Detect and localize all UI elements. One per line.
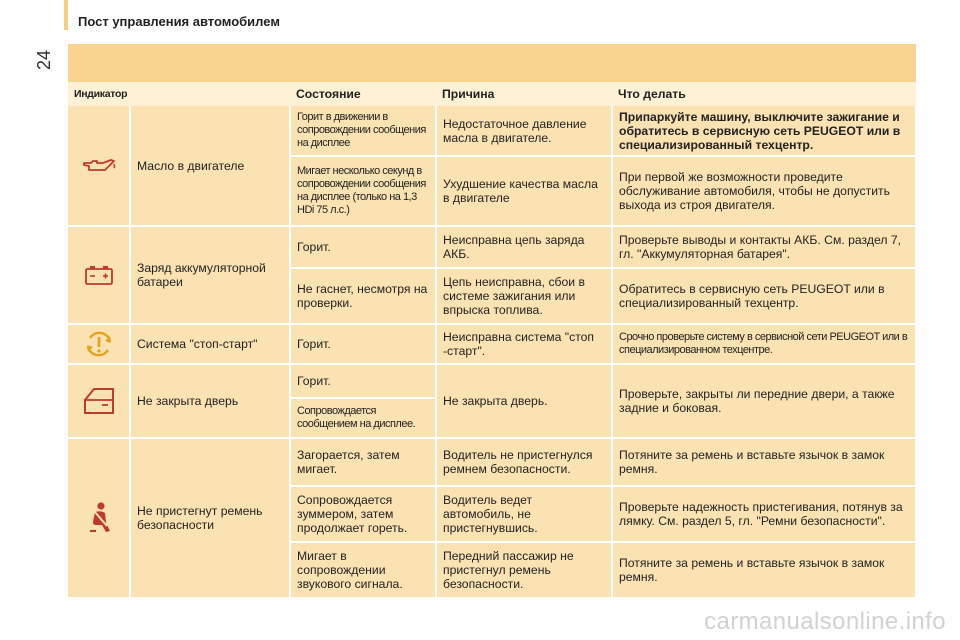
watermark: carmanualsonline.info (704, 608, 946, 635)
indicator-battery: Заряд аккумуляторной батареи (130, 226, 290, 324)
indicator-door: Не закрыта дверь (130, 364, 290, 438)
state-cell: Горит. (290, 324, 436, 364)
battery-icon (84, 264, 114, 286)
indicator-stop-start: Система "стоп-старт" (130, 324, 290, 364)
state-cell: Загорается, затем мигает. (290, 438, 436, 486)
action-cell: Проверьте, закрыты ли передние двери, а также задние и боковая. (612, 364, 916, 438)
action-cell: Потяните за ремень и вставьте язычок в замок ремня. (612, 438, 916, 486)
page-number: 24 (34, 49, 54, 70)
stop-start-icon-cell (68, 324, 130, 364)
header-indicator: Индикатор (68, 82, 290, 106)
door-open-icon (82, 386, 116, 416)
table-row (68, 324, 916, 364)
state-cell: Сопровождается зуммером, затем продолжает гореть. (290, 486, 436, 542)
oil-can-icon (81, 157, 117, 175)
state-cell: Не гаснет, несмотря на проверки. (290, 268, 436, 324)
seatbelt-icon (85, 501, 113, 535)
oil-warning-icon-cell (68, 106, 130, 226)
cause-cell: Водитель не пристегнулся ремнем безопасности. (436, 438, 612, 486)
cause-cell: Цепь неисправна, сбои в системе зажигания или впрыска топлива. (436, 268, 612, 324)
battery-warning-icon-cell (68, 226, 130, 324)
action-cell: Обратитесь в сервисную сеть PEUGEOT или в специализированный техцентр. (612, 268, 916, 324)
header-state: Состояние (290, 82, 436, 106)
table-row (68, 364, 916, 398)
warning-lights-table (68, 44, 916, 599)
cause-cell: Ухудшение качества масла в двигателе (436, 156, 612, 226)
state-cell: Горит. (290, 226, 436, 268)
header-cause: Причина (436, 82, 612, 106)
header-action: Что делать (612, 82, 916, 106)
margin-rule (64, 0, 68, 30)
indicator-oil: Масло в двигателе (130, 106, 290, 226)
state-cell: Горит. (290, 364, 436, 398)
state-cell: Мигает в сопровождении звукового сигнала. (290, 542, 436, 598)
action-cell: При первой же возможности проведите обслуживание автомобиля, чтобы не допустить выхода из строя двигателя. (612, 156, 916, 226)
cause-cell: Неисправна система "стоп -старт". (436, 324, 612, 364)
action-cell: Припаркуйте машину, выключите зажигание и обратитесь в сервисную сеть PEUGEOT или в специализированный техцентр. (612, 106, 916, 156)
cause-cell: Передний пассажир не пристегнул ремень безопасности. (436, 542, 612, 598)
seatbelt-warning-icon-cell (68, 438, 130, 598)
door-warning-icon-cell (68, 364, 130, 438)
action-cell: Проверьте выводы и контакты АКБ. См. раздел 7, гл. "Аккумуляторная батарея". (612, 226, 916, 268)
state-cell: Горит в движении в сопровождении сообщения на дисплее (290, 106, 436, 156)
cause-cell: Недостаточное давление масла в двигателе. (436, 106, 612, 156)
page-title: Пост управления автомобилем (78, 14, 280, 29)
indicator-seatbelt: Не пристегнут ремень безопасности (130, 438, 290, 598)
stop-start-icon (84, 329, 114, 359)
action-cell: Потяните за ремень и вставьте язычок в замок ремня. (612, 542, 916, 598)
table-row (68, 438, 916, 486)
action-cell: Проверьте надежность пристегивания, потянув за лямку. См. раздел 5, гл. "Ремни безопасности". (612, 486, 916, 542)
cause-cell: Водитель ведет автомобиль, не пристегнувшись. (436, 486, 612, 542)
cause-cell: Не закрыта дверь. (436, 364, 612, 438)
table-row (68, 106, 916, 156)
action-cell: Срочно проверьте систему в сервисной сети PEUGEOT или в специализированном техцентре. (612, 324, 916, 364)
table-row (68, 226, 916, 268)
cause-cell: Неисправна цепь заряда АКБ. (436, 226, 612, 268)
page-margin (0, 0, 70, 640)
table-header-row (68, 82, 916, 106)
table-top-band (68, 44, 916, 82)
state-cell: Сопровождается сообщением на дисплее. (290, 398, 436, 438)
state-cell: Мигает несколько секунд в сопровождении сообщения на дисплее (только на 1,3 HDi 75 л.с.) (290, 156, 436, 226)
